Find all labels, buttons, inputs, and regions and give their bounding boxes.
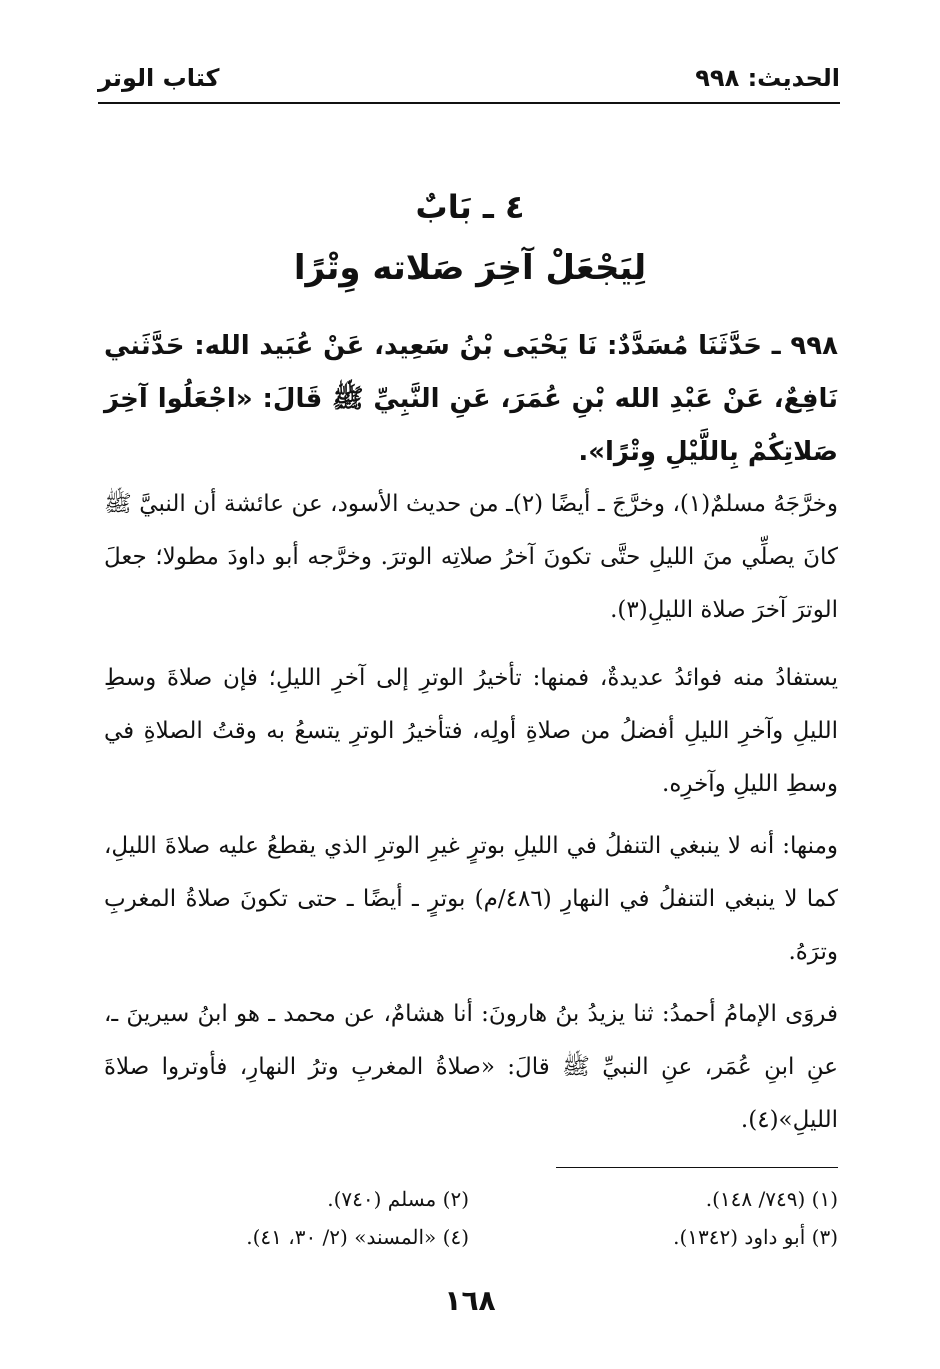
chapter-number: ٤ ـ بَابٌ [415,188,525,226]
book-title: كتاب الوتر [98,64,220,92]
commentary-paragraph-1: وخرَّجَهُ مسلمٌ(١)، وخرَّجَ ـ أيضًا (٢)ـ من حديث الأسود، عن عائشة أن النبيَّ ﷺ كانَ يصلِّي منَ الليلِ حتَّى تكونَ آخرُ صلاتِه الوترَ. وخرَّجه أبو داودَ مطولا؛ جعلَ الوترَ آخرَ صلاة الليلِ(٣). [104,491,839,623]
footnote-1: (١) (٧٤٩/ ١٤٨). [705,1187,838,1211]
chapter-title: لِيَجْعَلْ آخِرَ صَلاته وِتْرًا [293,248,647,288]
footnote-2: (٢) مسلم (٧٤٠). [327,1187,469,1211]
footnote-separator [556,1167,838,1168]
running-header [98,58,840,104]
commentary-paragraph-3: ومنها: أنه لا ينبغي التنفلُ في الليلِ بوترٍ غيرِ الوترِ الذي يقطعُ عليه صلاةَ الليلِ، كما لا ينبغي التنفلُ في النهارِ (٤٨٦/م) بوترٍ ـ أيضًا ـ حتى تكونَ صلاةُ المغربِ وترَهُ. [104,833,838,965]
footnote-4: (٤) «المسند» (٢/ ٣٠، ٤١). [246,1225,469,1249]
footnotes [100,1180,838,1256]
commentary-paragraph-4: فروَى الإمامُ أحمدُ: ثنا يزيدُ بنُ هارونَ: أنا هشامٌ، عن محمد ـ هو ابنُ سيرينَ ـ، عنِ ابنِ عُمَر، عنِ النبيِّ ﷺ قالَ: «صلاةُ المغربِ وترُ النهارِ، فأوتروا صلاةَ الليلِ»(٤). [104,1001,838,1133]
page-number: ١٦٨ [444,1284,496,1317]
footnote-row [100,1180,838,1218]
footnote-row [100,1218,838,1256]
hadith-text: ٩٩٨ ـ حَدَّثَنَا مُسَدَّدٌ: نَا يَحْيَى بْنُ سَعِيد، عَنْ عُبَيد الله: حَدَّثَني نَافِعٌ، عَنْ عَبْدِ الله بْنِ عُمَرَ، عَنِ النَّبِيِّ ﷺ قَالَ: «اجْعَلُوا آخِرَ صَلاتِكُمْ بِاللَّيْلِ وِتْرًا». [104,331,838,467]
hadith-reference: الحديث: ٩٩٨ [695,64,840,92]
footnote-3: (٣) أبو داود (١٣٤٢). [673,1225,838,1249]
commentary-paragraph-2: يستفادُ منه فوائدُ عديدةٌ، فمنها: تأخيرُ الوترِ إلى آخرِ الليلِ؛ فإن صلاةَ وسطِ الليلِ وآخرِ الليلِ أفضلُ من صلاةِ أولِه، فتأخيرُ الوترِ يتسعُ به وقتُ الصلاةِ في وسطِ الليلِ وآخرِه. [104,665,838,797]
